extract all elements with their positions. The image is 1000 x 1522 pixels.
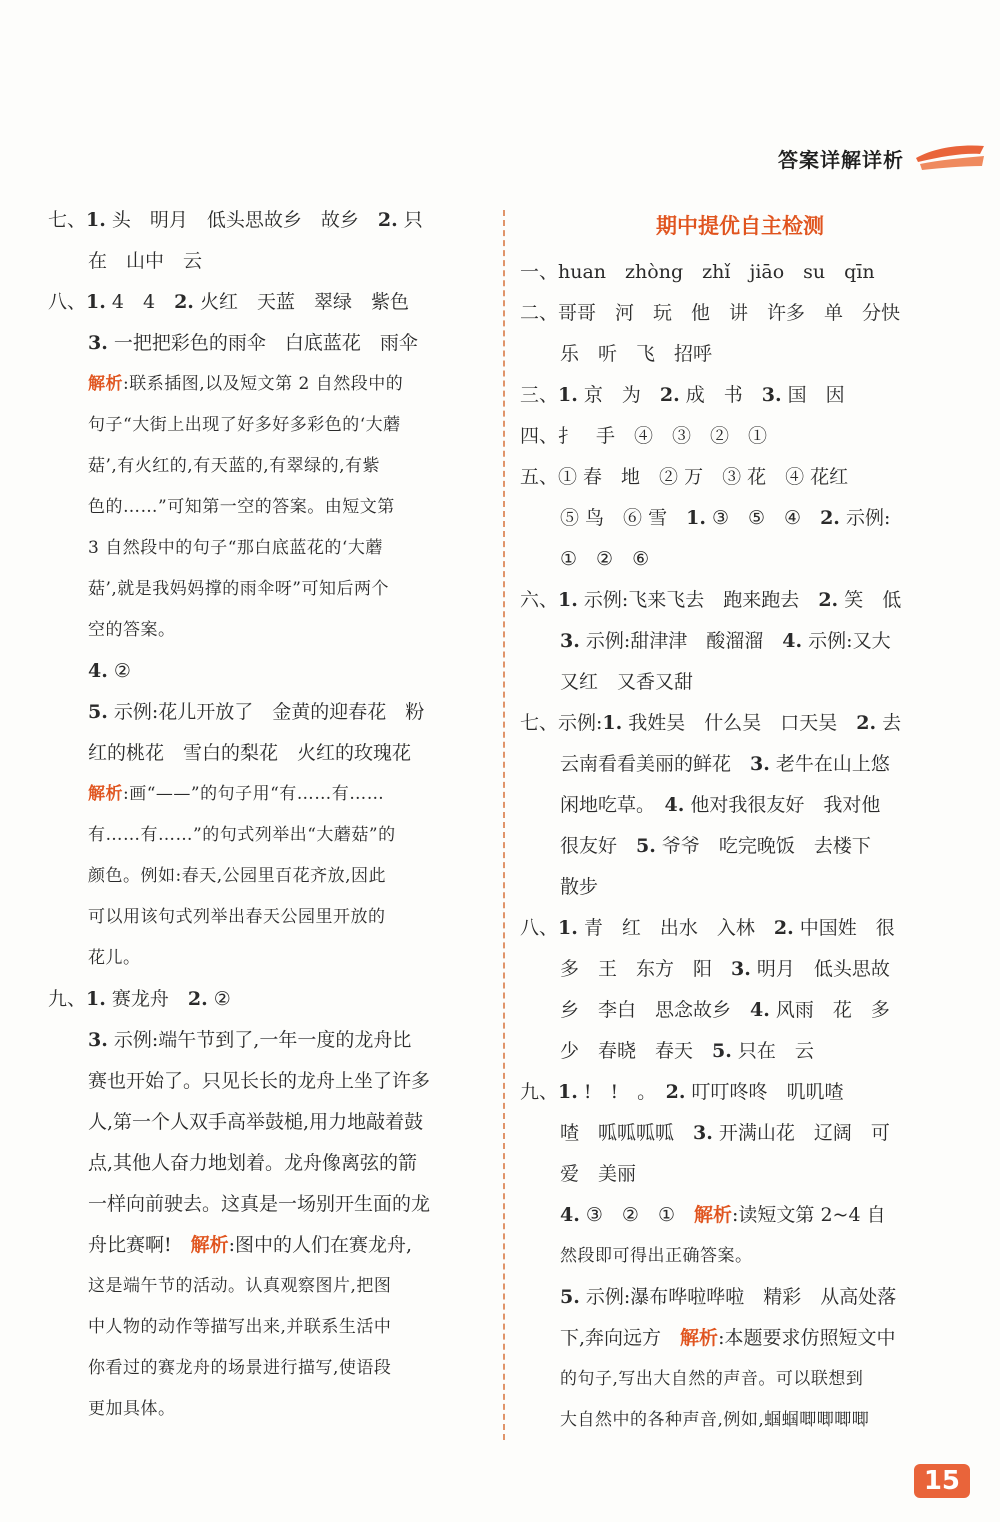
answer-line: 七、1. 头 明月 低头思故乡 故乡 2. 只 [48,209,423,231]
left-column [48,200,488,1430]
analysis-line: 解析:联系插图,以及短文第 2 自然段中的 [88,374,404,394]
answer-line: 一样向前驶去。这真是一场别开生面的龙 [88,1193,431,1215]
page-header [778,140,986,176]
answer-line: 点,其他人奋力地划着。龙舟像离弦的箭 [88,1152,418,1174]
answer-line: 很友好 5. 爷爷 吃完晚饭 去楼下 [560,835,871,857]
answer-line: 二、哥哥 河 玩 他 讲 许多 单 分快 [520,302,901,324]
analysis-line: 可以用该句式列举出春天公园里开放的 [88,907,386,927]
analysis-line: 空的答案。 [88,620,176,640]
answer-line: 多 王 东方 阳 3. 明月 低头思故 [560,958,890,980]
analysis-line: 色的……”可知第一空的答案。由短文第 [88,497,395,517]
answer-line: 五、① 春 地 ② 万 ③ 花 ④ 花红 [520,466,849,488]
analysis-line: 句子“大街上出现了好多好多彩色的‘大蘑 [88,415,401,435]
answer-line: 九、1. 赛龙舟 2. ② [48,988,231,1010]
right-column [520,200,960,1441]
answer-line: 赛也开始了。只见长长的龙舟上坐了许多 [88,1070,431,1092]
analysis-line: 菇’,就是我妈妈撑的雨伞呀”可知后两个 [88,579,389,599]
answer-line: 乡 李白 思念故乡 4. 风雨 花 多 [560,999,890,1021]
analysis-line: 这是端午节的活动。认真观察图片,把图 [88,1276,392,1296]
answer-line: 5. 示例:花儿开放了 金黄的迎春花 粉 [88,701,425,723]
answer-line: ① ② ⑥ [560,548,650,570]
answer-line: 少 春晓 春天 5. 只在 云 [560,1040,814,1062]
answer-line: 七、示例:1. 我姓吴 什么吴 口天吴 2. 去 [520,712,902,734]
analysis-line: 解析:画“——”的句子用“有……有…… [88,784,385,804]
answer-line: 四、扌 手 ④ ③ ② ① [520,425,768,447]
analysis-line: 中人物的动作等描写出来,并联系生活中 [88,1317,392,1337]
answer-line: 又红 又香又甜 [560,671,694,693]
answer-line: 下,奔向远方 解析:本题要求仿照短文中 [560,1327,896,1349]
analysis-line: 3 自然段中的句子“那白底蓝花的‘大蘑 [88,538,383,558]
answer-line: 闲地吃草。 4. 他对我很友好 我对他 [560,794,881,816]
analysis-line: 菇’,有火红的,有天蓝的,有翠绿的,有紫 [88,456,381,476]
answer-line: 一、huan zhòng zhǐ jiāo su qīn [520,261,875,283]
analysis-line: 的句子,写出大自然的声音。可以联想到 [560,1369,864,1389]
analysis-line: 花儿。 [88,948,141,968]
answer-line: ⑤ 鸟 ⑥ 雪 1. ③ ⑤ ④ 2. 示例: [560,507,891,529]
answer-line: 3. 一把把彩色的雨伞 白底蓝花 雨伞 [88,332,418,354]
answer-line: 乐 听 飞 招呼 [560,343,713,365]
answer-line: 八、1. 青 红 出水 入林 2. 中国姓 很 [520,917,895,939]
answer-line: 红的桃花 雪白的梨花 火红的玫瑰花 [88,742,412,764]
analysis-line: 你看过的赛龙舟的场景进行描写,使语段 [88,1358,392,1378]
analysis-line: 有……有……”的句式列举出“大蘑菇”的 [88,825,396,845]
brush-stroke-icon [914,140,986,176]
answer-line: 3. 示例:端午节到了,一年一度的龙舟比 [88,1029,412,1051]
answer-line: 3. 示例:甜津津 酸溜溜 4. 示例:又大 [560,630,891,652]
analysis-line: 更加具体。 [88,1399,176,1419]
answer-line: 4. ③ ② ① 解析:读短文第 2~4 自 [560,1204,886,1226]
page-number: 15 [914,1464,970,1498]
section-title: 期中提优自主检测 [656,214,824,238]
column-divider [503,210,505,1440]
answer-line: 在 山中 云 [88,250,203,272]
answer-line: 5. 示例:瀑布哗啦哗啦 精彩 从高处落 [560,1286,897,1308]
answer-line: 4. ② [88,660,131,682]
answer-line: 九、1. ! ! 。 2. 叮叮咚咚 叽叽喳 [520,1081,844,1103]
answer-line: 人,第一个人双手高举鼓槌,用力地敲着鼓 [88,1111,424,1133]
answer-line: 舟比赛啊! 解析:图中的人们在赛龙舟, [88,1234,413,1256]
answer-line: 八、1. 4 4 2. 火红 天蓝 翠绿 紫色 [48,291,409,313]
analysis-line: 颜色。例如:春天,公园里百花齐放,因此 [88,866,387,886]
header-title: 答案详解详析 [778,147,904,172]
answer-line: 云南看看美丽的鲜花 3. 老牛在山上悠 [560,753,890,775]
analysis-line: 然段即可得出正确答案。 [560,1246,753,1266]
answer-line: 三、1. 京 为 2. 成 书 3. 国 因 [520,384,845,406]
answer-line: 散步 [560,876,599,898]
answer-line: 六、1. 示例:飞来飞去 跑来跑去 2. 笑 低 [520,589,902,611]
answer-line: 爱 美丽 [560,1163,637,1185]
analysis-line: 大自然中的各种声音,例如,蝈蝈唧唧唧唧 [560,1410,870,1430]
answer-line: 喳 呱呱呱呱 3. 开满山花 辽阔 可 [560,1122,890,1144]
